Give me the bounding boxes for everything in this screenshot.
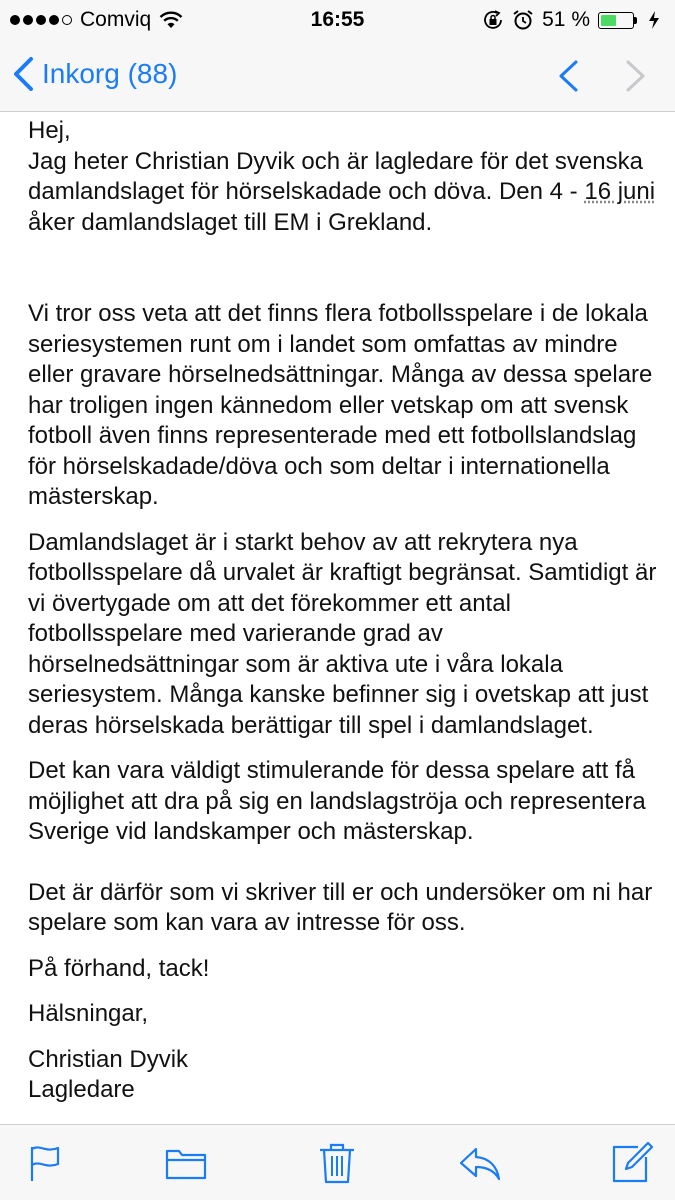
email-paragraph-6: På förhand, tack!: [28, 954, 210, 982]
trash-icon[interactable]: [315, 1141, 359, 1185]
battery-percent: 51 %: [542, 8, 590, 31]
chevron-down-icon: [624, 58, 648, 94]
email-paragraph-2: Vi tror oss veta att det finns flera fotbollsspelare i de lokala seriesystemen runt om i landet som omfattas av mindre eller gravare hörselnedsättningar. Många av dessa spelare har troligen ingen kännedom eller vetskap om att svensk fotboll även finns representerade med ett fotbollslandslag för hörselskadade/döva och som deltar i internationella mästerskap.: [28, 300, 653, 510]
status-bar: [0, 0, 675, 40]
back-to-inbox-button[interactable]: [12, 56, 177, 92]
charging-icon: [647, 10, 661, 30]
status-time: 16:55: [310, 8, 365, 31]
compose-icon[interactable]: [610, 1141, 654, 1185]
email-paragraph-1: Jag heter Christian Dyvik och är lagledare för det svenska damlandslaget för hörselskadade och döva. Den 4 - 16 juni åker damlandslaget till EM i Grekland.: [28, 147, 656, 236]
chevron-up-icon[interactable]: [556, 58, 580, 94]
email-signature: [28, 1045, 658, 1106]
bottom-toolbar: [0, 1124, 675, 1200]
email-paragraph-4: Det kan vara väldigt stimulerande för dessa spelare att få möjlighet att dra på sig en landslagströja och representera Sverige vid landskamper och mästerskap.: [28, 757, 646, 845]
carrier-name: Comviq: [80, 8, 152, 31]
back-label: Inkorg (88): [42, 58, 178, 89]
email-closing: Hälsningar,: [28, 1000, 149, 1027]
chevron-left-icon: [12, 56, 34, 92]
email-greeting: Hej,: [28, 117, 71, 144]
date-link[interactable]: 16 juni: [584, 178, 656, 205]
reply-icon[interactable]: [458, 1141, 502, 1185]
rotation-lock-icon: [482, 9, 504, 31]
signature-title: Lagledare: [28, 1076, 135, 1103]
email-paragraph-5: Det är därför som vi skriver till er och undersöker om ni har spelare som kan vara av intresse för oss.: [28, 878, 653, 936]
battery-icon: [598, 12, 637, 29]
folder-icon[interactable]: [164, 1141, 208, 1185]
alarm-icon: [512, 9, 534, 31]
navigation-bar: [0, 40, 675, 112]
signature-name: Christian Dyvik: [28, 1045, 189, 1073]
email-text: [28, 116, 658, 1121]
email-body[interactable]: [0, 112, 675, 1124]
email-paragraph-3: Damlandslaget är i starkt behov av att rekrytera nya fotbollsspelare då urvalet är kraftigt begränsat. Samtidigt är vi övertygade om att det förekommer ett antal fotbollsspelare med varierande grad av hörselnedsättningar som är aktiva ute i våra lokala seriesystem. Många kanske befinner sig i ovetskap att just deras hörselskada berättigar till spel i damlandslaget.: [28, 528, 657, 739]
status-right: [482, 8, 661, 32]
flag-icon[interactable]: [24, 1141, 68, 1185]
